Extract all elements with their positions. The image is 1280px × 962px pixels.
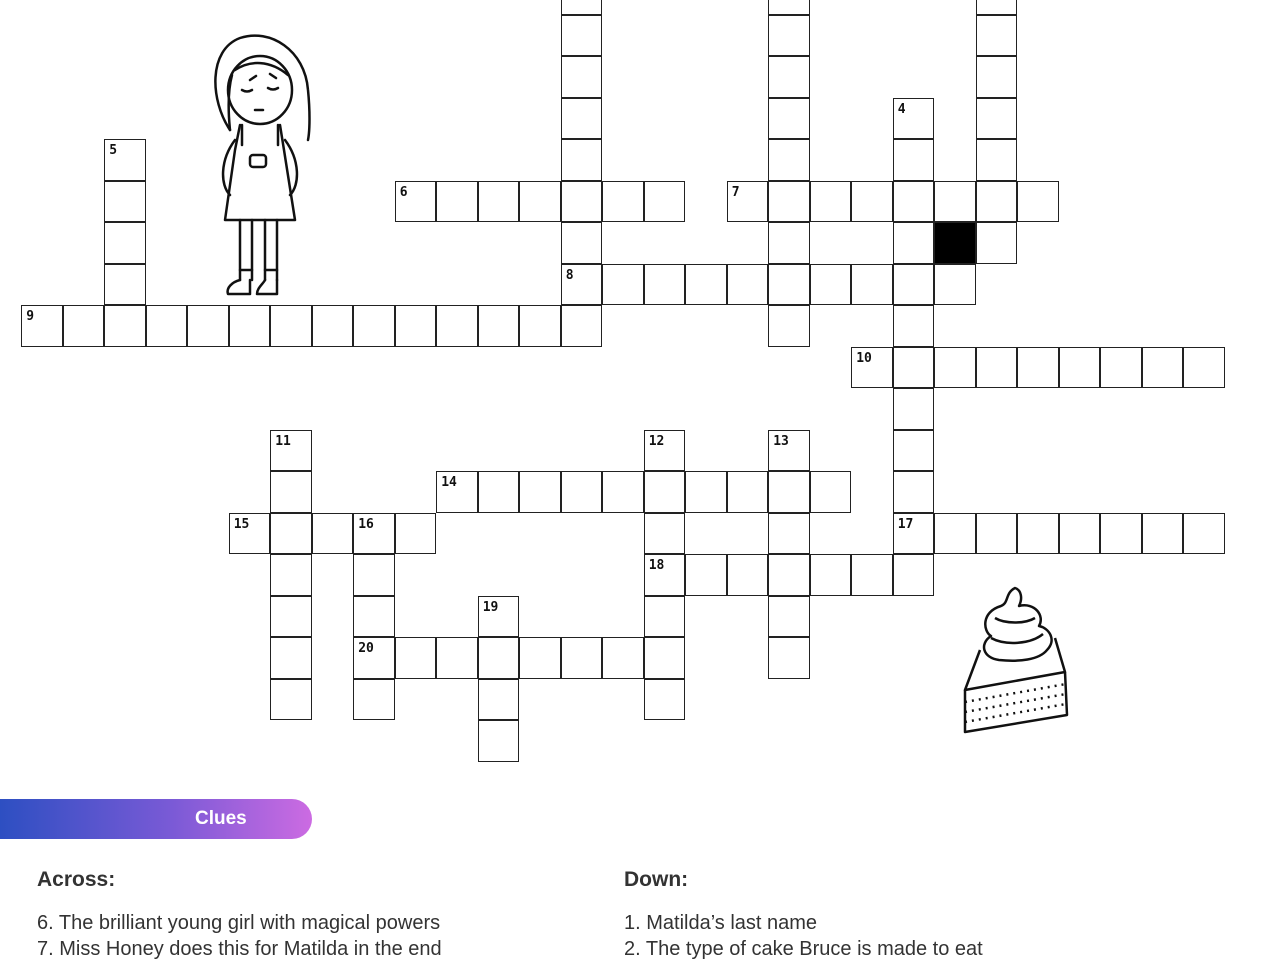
crossword-cell[interactable] bbox=[1017, 513, 1059, 555]
clue-number: 4 bbox=[897, 101, 906, 117]
crossword-cell[interactable] bbox=[976, 98, 1018, 140]
crossword-cell[interactable] bbox=[602, 471, 644, 513]
crossword-cell[interactable] bbox=[561, 222, 603, 264]
girl-illustration bbox=[200, 30, 320, 310]
down-clues bbox=[624, 868, 983, 962]
crossword-cell[interactable] bbox=[561, 15, 603, 57]
clue-down-2: 2. The type of cake Bruce is made to eat bbox=[624, 938, 983, 960]
crossword-cell[interactable] bbox=[1017, 347, 1059, 389]
crossword-cell[interactable] bbox=[270, 471, 312, 513]
clue-number: 8 bbox=[565, 267, 574, 283]
crossword-cell[interactable] bbox=[270, 554, 312, 596]
clue-number: 18 bbox=[648, 558, 665, 574]
crossword-cell[interactable] bbox=[561, 264, 603, 306]
crossword-cell[interactable] bbox=[893, 305, 935, 347]
crossword-cell[interactable] bbox=[561, 139, 603, 181]
crossword-cell[interactable] bbox=[104, 305, 146, 347]
crossword-cell[interactable] bbox=[644, 679, 686, 721]
crossword-cell[interactable] bbox=[1183, 347, 1225, 389]
crossword-cell[interactable] bbox=[976, 139, 1018, 181]
crossword-cell[interactable] bbox=[229, 305, 271, 347]
across-heading: Across: bbox=[37, 868, 116, 891]
crossword-cell[interactable] bbox=[395, 305, 437, 347]
crossword-cell[interactable] bbox=[768, 56, 810, 98]
crossword-cell[interactable] bbox=[436, 637, 478, 679]
crossword-cell[interactable] bbox=[727, 181, 769, 223]
clue-number: 17 bbox=[897, 516, 914, 532]
crossword-cell[interactable] bbox=[727, 471, 769, 513]
crossword-cell[interactable] bbox=[270, 430, 312, 472]
crossword-cell[interactable] bbox=[104, 181, 146, 223]
crossword-cell[interactable] bbox=[478, 596, 520, 638]
clues-banner bbox=[0, 799, 312, 839]
clue-number: 16 bbox=[358, 516, 374, 532]
crossword-cell[interactable] bbox=[934, 347, 976, 389]
crossword-cell[interactable] bbox=[768, 596, 810, 638]
crossword-cell[interactable] bbox=[395, 637, 437, 679]
crossword-cell[interactable] bbox=[270, 637, 312, 679]
crossword-cell[interactable] bbox=[893, 139, 935, 181]
crossword-cell[interactable] bbox=[1059, 347, 1101, 389]
crossword-cell[interactable] bbox=[644, 471, 686, 513]
clue-number: 19 bbox=[482, 599, 499, 615]
crossword-cell[interactable] bbox=[893, 554, 935, 596]
crossword-cell[interactable] bbox=[644, 596, 686, 638]
crossword-cell[interactable] bbox=[229, 513, 271, 555]
crossword-cell[interactable] bbox=[851, 264, 893, 306]
crossword-cell[interactable] bbox=[685, 554, 727, 596]
crossword-cell[interactable] bbox=[1142, 347, 1184, 389]
cake-slice-illustration bbox=[955, 580, 1075, 745]
crossword-cell[interactable] bbox=[561, 98, 603, 140]
crossword-cell[interactable] bbox=[353, 679, 395, 721]
crossword-cell[interactable] bbox=[104, 139, 146, 181]
crossword-cell[interactable] bbox=[685, 471, 727, 513]
clue-number: 12 bbox=[648, 433, 665, 449]
crossword-cell[interactable] bbox=[478, 637, 520, 679]
crossword-cell[interactable] bbox=[976, 513, 1018, 555]
crossword-cell[interactable] bbox=[851, 554, 893, 596]
crossword-cell[interactable] bbox=[561, 471, 603, 513]
crossword-cell[interactable] bbox=[1100, 347, 1142, 389]
clue-number: 10 bbox=[856, 350, 872, 366]
crossword-cell[interactable] bbox=[561, 181, 603, 223]
crossword-cell[interactable] bbox=[768, 471, 810, 513]
crossword-cell[interactable] bbox=[104, 264, 146, 306]
crossword-cell[interactable] bbox=[270, 596, 312, 638]
crossword-cell[interactable] bbox=[353, 596, 395, 638]
clue-number: 13 bbox=[773, 433, 789, 449]
crossword-cell[interactable] bbox=[851, 347, 893, 389]
crossword-cell[interactable] bbox=[727, 264, 769, 306]
crossword-cell[interactable] bbox=[395, 513, 437, 555]
crossword-cell[interactable] bbox=[810, 471, 852, 513]
clue-number: 7 bbox=[731, 184, 740, 200]
crossword-cell[interactable] bbox=[187, 305, 229, 347]
crossword-cell[interactable] bbox=[436, 181, 478, 223]
crossword-cell[interactable] bbox=[893, 181, 935, 223]
crossword-cell[interactable] bbox=[1100, 513, 1142, 555]
crossword-cell[interactable] bbox=[395, 181, 437, 223]
crossword-cell[interactable] bbox=[561, 305, 603, 347]
crossword-cell[interactable] bbox=[478, 471, 520, 513]
clue-number: 20 bbox=[358, 641, 374, 657]
crossword-cell[interactable] bbox=[644, 181, 686, 223]
crossword-cell[interactable] bbox=[478, 720, 520, 762]
crossword-cell[interactable] bbox=[893, 264, 935, 306]
crossword-cell[interactable] bbox=[436, 305, 478, 347]
crossword-cell[interactable] bbox=[893, 388, 935, 430]
crossword-cell[interactable] bbox=[63, 305, 105, 347]
crossword-cell[interactable] bbox=[270, 679, 312, 721]
crossword-cell[interactable] bbox=[768, 513, 810, 555]
crossword-cell[interactable] bbox=[561, 0, 603, 15]
crossword-cell[interactable] bbox=[1059, 513, 1101, 555]
crossword-cell[interactable] bbox=[353, 637, 395, 679]
crossword-cell[interactable] bbox=[893, 98, 935, 140]
crossword-cell[interactable] bbox=[519, 637, 561, 679]
crossword-cell[interactable] bbox=[893, 347, 935, 389]
crossword-cell[interactable] bbox=[353, 513, 395, 555]
crossword-cell[interactable] bbox=[810, 554, 852, 596]
crossword-cell[interactable] bbox=[685, 264, 727, 306]
crossword-cell[interactable] bbox=[644, 513, 686, 555]
crossword-cell[interactable] bbox=[312, 305, 354, 347]
clue-down-1: 1. Matilda’s last name bbox=[624, 912, 818, 934]
crossword-cell[interactable] bbox=[768, 181, 810, 223]
crossword-cell[interactable] bbox=[21, 305, 63, 347]
crossword-cell[interactable] bbox=[270, 513, 312, 555]
crossword-cell[interactable] bbox=[519, 305, 561, 347]
crossword-cell[interactable] bbox=[312, 513, 354, 555]
crossword-cell[interactable] bbox=[934, 264, 976, 306]
crossword-cell[interactable] bbox=[893, 513, 935, 555]
crossword-cell[interactable] bbox=[934, 181, 976, 223]
crossword-cell[interactable] bbox=[644, 430, 686, 472]
clue-number: 15 bbox=[233, 516, 250, 532]
crossword-cell[interactable] bbox=[436, 471, 478, 513]
crossword-cell[interactable] bbox=[644, 264, 686, 306]
across-clues bbox=[37, 868, 442, 962]
crossword-cell[interactable] bbox=[561, 56, 603, 98]
crossword-cell[interactable] bbox=[1142, 513, 1184, 555]
crossword-cell[interactable] bbox=[976, 0, 1018, 15]
crossword-cell[interactable] bbox=[1017, 181, 1059, 223]
down-heading: Down: bbox=[624, 868, 689, 891]
black-cell bbox=[934, 222, 976, 264]
crossword-cell[interactable] bbox=[519, 471, 561, 513]
crossword-cell[interactable] bbox=[644, 637, 686, 679]
crossword-cell[interactable] bbox=[768, 98, 810, 140]
crossword-cell[interactable] bbox=[851, 181, 893, 223]
crossword-cell[interactable] bbox=[976, 15, 1018, 57]
crossword-cell[interactable] bbox=[768, 222, 810, 264]
crossword-cell[interactable] bbox=[602, 181, 644, 223]
clue-number: 11 bbox=[275, 433, 291, 449]
crossword-cell[interactable] bbox=[644, 554, 686, 596]
crossword-cell[interactable] bbox=[602, 264, 644, 306]
crossword-cell[interactable] bbox=[146, 305, 188, 347]
crossword-cell[interactable] bbox=[934, 513, 976, 555]
crossword-cell[interactable] bbox=[976, 222, 1018, 264]
crossword-cell[interactable] bbox=[768, 554, 810, 596]
crossword-cell[interactable] bbox=[478, 305, 520, 347]
crossword-cell[interactable] bbox=[768, 139, 810, 181]
crossword-cell[interactable] bbox=[478, 679, 520, 721]
crossword-cell[interactable] bbox=[561, 637, 603, 679]
crossword-cell[interactable] bbox=[519, 181, 561, 223]
clue-across-7: 7. Miss Honey does this for Matilda in the end bbox=[37, 938, 442, 960]
crossword-cell[interactable] bbox=[768, 305, 810, 347]
crossword-cell[interactable] bbox=[768, 637, 810, 679]
crossword-cell[interactable] bbox=[768, 430, 810, 472]
crossword-cell[interactable] bbox=[353, 554, 395, 596]
crossword-cell[interactable] bbox=[478, 181, 520, 223]
crossword-cell[interactable] bbox=[727, 554, 769, 596]
crossword-cell[interactable] bbox=[104, 222, 146, 264]
clue-across-6: 6. The brilliant young girl with magical powers bbox=[37, 912, 441, 934]
crossword-cell[interactable] bbox=[976, 347, 1018, 389]
crossword-cell[interactable] bbox=[768, 264, 810, 306]
crossword-cell[interactable] bbox=[353, 305, 395, 347]
crossword-cell[interactable] bbox=[1183, 513, 1225, 555]
crossword-cell[interactable] bbox=[893, 471, 935, 513]
crossword-cell[interactable] bbox=[810, 264, 852, 306]
crossword-cell[interactable] bbox=[270, 305, 312, 347]
clue-number: 5 bbox=[109, 143, 118, 159]
clue-number: 6 bbox=[399, 184, 408, 200]
crossword-cell[interactable] bbox=[810, 181, 852, 223]
crossword-cell[interactable] bbox=[976, 56, 1018, 98]
clue-number: 9 bbox=[26, 309, 35, 325]
crossword-cell[interactable] bbox=[768, 15, 810, 57]
clue-number: 14 bbox=[441, 475, 457, 491]
clues-banner-label: Clues bbox=[195, 808, 247, 829]
crossword-cell[interactable] bbox=[893, 430, 935, 472]
crossword-cell[interactable] bbox=[602, 637, 644, 679]
crossword-cell[interactable] bbox=[976, 181, 1018, 223]
crossword-cell[interactable] bbox=[768, 0, 810, 15]
crossword-cell[interactable] bbox=[893, 222, 935, 264]
